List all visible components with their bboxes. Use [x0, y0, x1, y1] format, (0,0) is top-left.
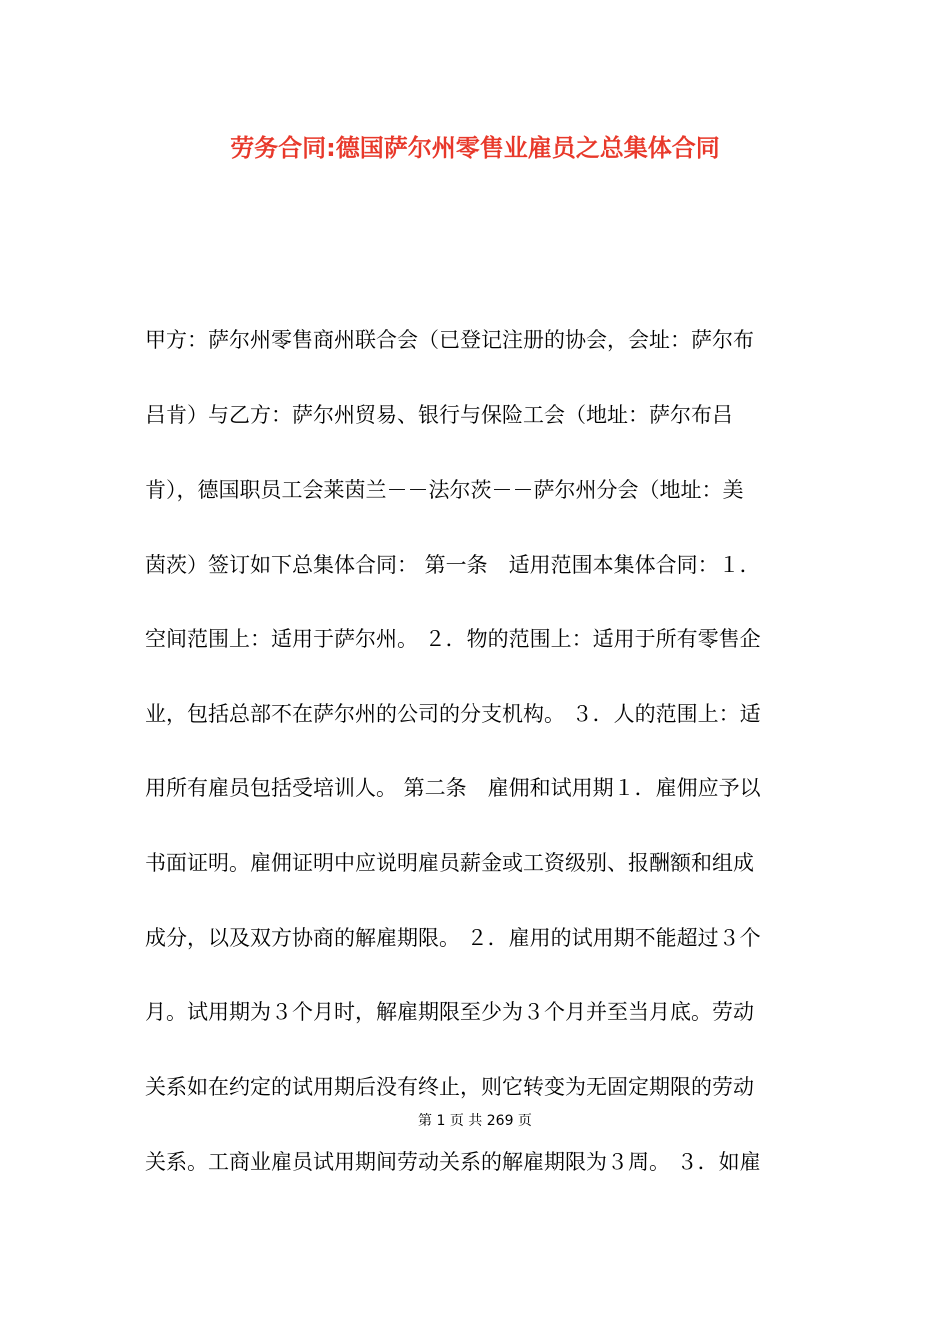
body-line-11: 关系如在约定的试用期后没有终止，则它转变为无固定期限的劳动	[145, 1075, 754, 1099]
body-line-8: 书面证明。雇佣证明中应说明雇员薪金或工资级别、报酬额和组成	[145, 851, 754, 875]
body-line-2: 吕肯）与乙方：萨尔州贸易、银行与保险工会（地址：萨尔布吕	[145, 403, 733, 427]
page-number-footer: 第 1 页 共 269 页	[418, 1113, 532, 1129]
body-line-4: 茵茨）签订如下总集体合同： 第一条 适用范围本集体合同：１．	[145, 553, 761, 577]
body-line-5: 空间范围上：适用于萨尔州。 ２．物的范围上：适用于所有零售企	[145, 627, 761, 651]
body-line-3: 肯），德国职员工会莱茵兰－－法尔茨－－萨尔州分会（地址：美	[145, 478, 744, 502]
body-line-12: 关系。工商业雇员试用期间劳动关系的解雇期限为３周。 ３．如雇	[145, 1150, 761, 1174]
body-line-9: 成分，以及双方协商的解雇期限。 ２．雇用的试用期不能超过３个	[145, 926, 761, 950]
body-line-1: 甲方：萨尔州零售商州联合会（已登记注册的协会，会址：萨尔布	[145, 328, 754, 352]
page-title: 劳务合同:德国萨尔州零售业雇员之总集体合同	[230, 134, 720, 162]
body-line-7: 用所有雇员包括受培训人。 第二条 雇佣和试用期１．雇佣应予以	[145, 776, 761, 800]
body-line-6: 业，包括总部不在萨尔州的公司的分支机构。 ３．人的范围上：适	[145, 702, 761, 726]
body-line-10: 月。试用期为３个月时，解雇期限至少为３个月并至当月底。劳动	[145, 1000, 754, 1024]
